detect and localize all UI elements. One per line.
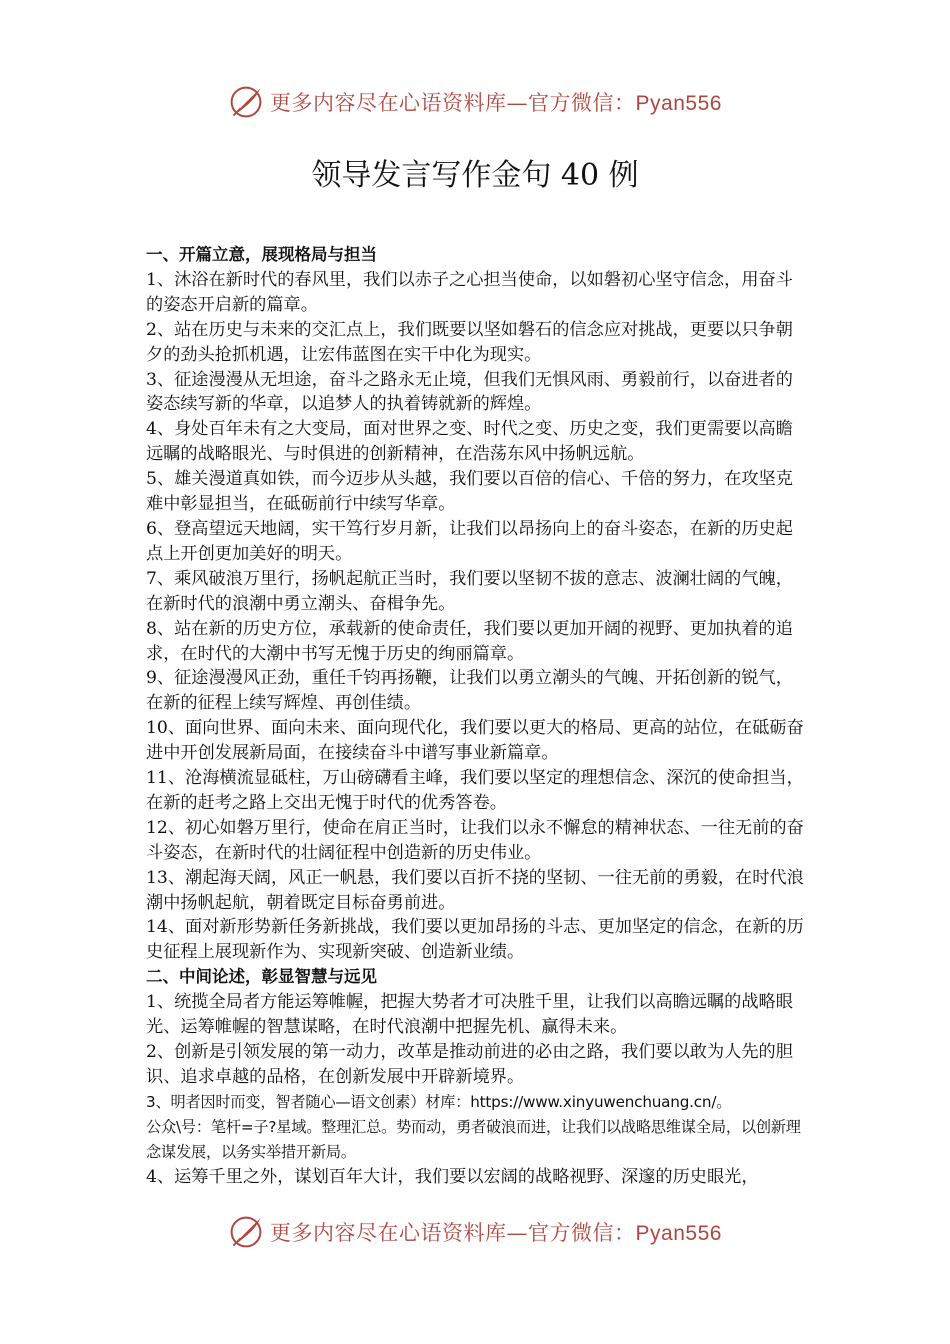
section-heading: 一、开篇立意，展现格局与担当: [146, 245, 377, 264]
list-item: 9、征途漫漫风正劲，重任千钧再扬鞭，让我们以勇立潮头的气魄、开拓创新的锐气，在新的征程上续写辉煌、再创佳绩。: [146, 668, 793, 714]
list-item: 14、面对新形势新任务新挑战，我们要以更加昂扬的斗志、更加坚定的信念，在新的历史征程上展现新作为、实现新突破、创造新业绩。: [146, 917, 804, 963]
footer-banner: [0, 1212, 950, 1252]
quill-logo-icon: [228, 1214, 264, 1250]
list-item: 12、初心如磐万里行，使命在肩正当时，让我们以永不懈怠的精神状态、一往无前的奋斗姿态，在新时代的壮阔征程中创造新的历史伟业。: [146, 817, 804, 863]
document-title: 领导发言写作金句 40 例: [311, 158, 639, 193]
document-body: [146, 243, 810, 1189]
list-item: 6、登高望远天地阔，实干笃行岁月新，让我们以昂扬向上的奋斗姿态，在新的历史起点上开创更加美好的明天。: [146, 518, 793, 564]
list-item: 13、潮起海天阔，风正一帆悬，我们要以百折不挠的坚韧、一往无前的勇毅，在时代浪潮中扬帆起航，朝着既定目标奋勇前进。: [146, 867, 804, 913]
list-item: 8、站在新的历史方位，承载新的使命责任，我们要以更加开阔的视野、更加执着的追求，在时代的大潮中书写无愧于历史的绚丽篇章。: [146, 618, 793, 664]
list-item-source-line: 3、明者因时而变，智者随心—语文创素）材库：https://www.xinyuwenchuang.cn/。: [146, 1092, 732, 1111]
footer-banner-text: 更多内容尽在心语资料库—官方微信：Pyan556: [270, 1221, 722, 1245]
list-item: 3、征途漫漫从无坦途，奋斗之路永无止境，但我们无惧风雨、勇毅前行，以奋进者的姿态续写新的华章，以追梦人的执着铸就新的辉煌。: [146, 369, 793, 415]
list-item: 4、身处百年未有之大变局，面对世界之变、时代之变、历史之变，我们更需要以高瞻远瞩的战略眼光、与时俱进的创新精神，在浩荡东风中扬帆远航。: [146, 419, 793, 465]
header-banner: [0, 82, 950, 122]
list-item: 4、运筹千里之外，谋划百年大计，我们要以宏阔的战略视野、深邃的历史眼光，: [146, 1166, 759, 1187]
list-item: 1、沐浴在新时代的春风里，我们以赤子之心担当使命，以如磐初心坚守信念，用奋斗的姿态开启新的篇章。: [146, 269, 793, 315]
list-item-continuation: 公众\号：笔杆=子?星域。整理汇总。势而动，勇者破浪而进，让我们以战略思维谋全局，以创新理念谋发展，以务实举措开新局。: [146, 1117, 801, 1161]
list-item: 1、统揽全局者方能运筹帷幄，把握大势者才可决胜千里，让我们以高瞻远瞩的战略眼光、运筹帷幄的智慧谋略，在时代浪潮中把握先机、赢得未来。: [146, 992, 793, 1038]
list-item: 2、创新是引领发展的第一动力，改革是推动前进的必由之路，我们要以敢为人先的胆识、追求卓越的品格，在创新发展中开辟新境界。: [146, 1042, 793, 1087]
quill-logo-icon: [228, 84, 264, 120]
list-item: 5、雄关漫道真如铁，而今迈步从头越，我们要以百倍的信心、千倍的努力，在攻坚克难中彰显担当，在砥砺前行中续写华章。: [146, 469, 793, 515]
header-banner-text: 更多内容尽在心语资料库—官方微信：Pyan556: [270, 91, 722, 115]
list-item: 11、沧海横流显砥柱，万山磅礴看主峰，我们要以坚定的理想信念、深沉的使命担当，在新的赶考之路上交出无愧于时代的优秀答卷。: [146, 768, 804, 813]
section-heading: 二、中间论述，彰显智慧与远见: [146, 967, 377, 987]
list-item: 2、站在历史与未来的交汇点上，我们既要以坚如磐石的信念应对挑战，更要以只争朝夕的劲头抢抓机遇，让宏伟蓝图在实干中化为现实。: [146, 319, 793, 365]
list-item: 7、乘风破浪万里行，扬帆起航正当时，我们要以坚韧不拔的意志、波澜壮阔的气魄，在新时代的浪潮中勇立潮头、奋楫争先。: [146, 568, 793, 614]
list-item: 10、面向世界、面向未来、面向现代化，我们要以更大的格局、更高的站位，在砥砺奋进中开创发展新局面，在接续奋斗中谱写事业新篇章。: [146, 718, 804, 764]
